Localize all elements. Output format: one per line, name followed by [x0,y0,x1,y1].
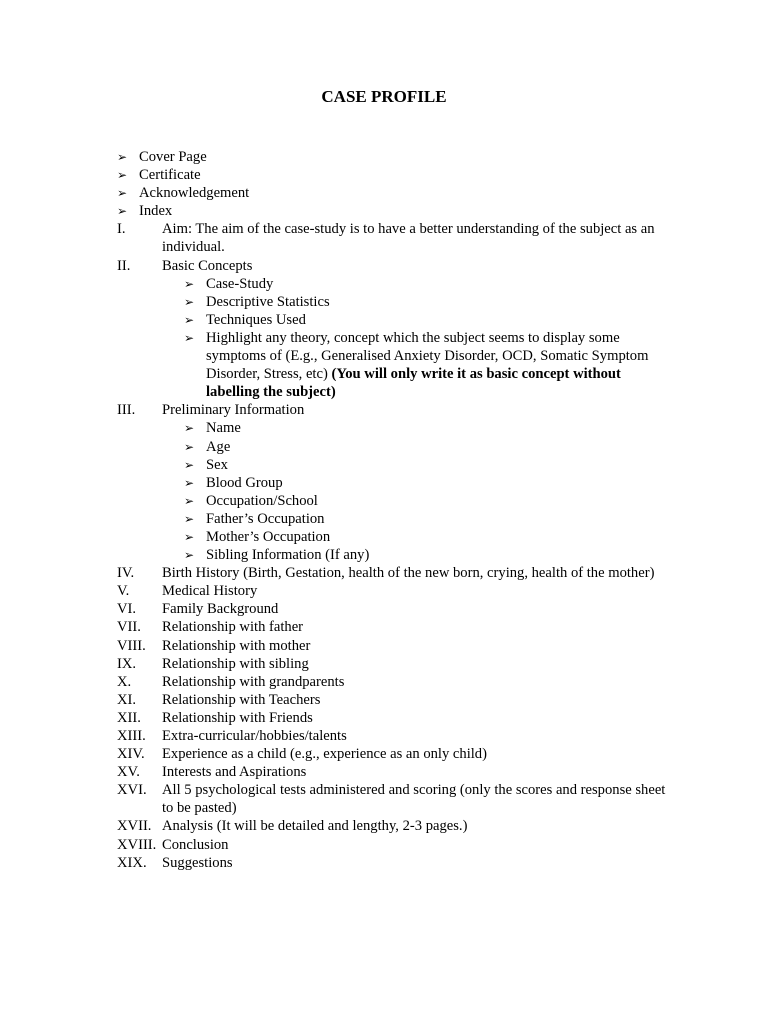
sublist-item: ➢ Age [184,438,231,455]
section-medical-history: V. Medical History [117,583,258,600]
section-relationship-friends: XII. Relationship with Friends [117,709,313,726]
arrow-bullet-icon: ➢ [117,150,128,164]
arrow-bullet-icon: ➢ [184,312,195,327]
section-relationship-sibling: IX. Relationship with sibling [117,655,309,672]
arrow-bullet-icon: ➢ [117,204,128,219]
arrow-bullet-icon: ➢ [117,168,128,183]
arrow-bullet-icon: ➢ [184,493,195,508]
arrow-bullet-icon: ➢ [184,457,195,472]
sublist-item: ➢ Descriptive Statistics [184,293,330,310]
sublist-item: ➢ Occupation/School [184,492,318,509]
page-title: CASE PROFILE [321,87,447,106]
sublist-item: ➢ Sex [184,456,228,473]
section-basic-concepts: II. Basic Concepts [117,257,253,274]
list-item-cover-page: ➢ Cover Page [117,149,207,165]
arrow-bullet-icon: ➢ [184,421,195,436]
list-item-acknowledgement: ➢ Acknowledgement [117,185,250,202]
preliminary-sublist [184,419,677,564]
sublist-item-highlight [184,329,677,401]
sublist-item: ➢ Mother’s Occupation [184,528,331,545]
section-birth-history: IV. Birth History (Birth, Gestation, health of the new born, crying, health of the mother) [117,565,655,582]
highlight-bold-note: (You will only write it as basic concept without labelling the subject) [206,366,621,401]
section-interests-aspirations: XV. Interests and Aspirations [117,764,307,781]
section-relationship-mother: VIII. Relationship with mother [117,637,311,654]
sublist-item: ➢ Case-Study [184,275,274,292]
section-conclusion: XVIII. Conclusion [117,836,229,853]
arrow-bullet-icon: ➢ [184,276,195,291]
section-relationship-father: VII. Relationship with father [117,619,304,636]
list-item-certificate: ➢ Certificate [117,167,201,184]
sublist-item: ➢ Sibling Information (If any) [184,547,370,564]
section-relationship-grandparents: X. Relationship with grandparents [117,673,345,690]
basic-concepts-sublist [184,275,677,402]
section-preliminary-information: III. Preliminary Information [117,402,305,419]
section-aim: I. Aim: The aim of the case-study is to have a better understanding of the subject as an individual. [117,221,655,256]
sublist-item: ➢ Father’s Occupation [184,510,325,527]
case-profile-list [117,148,677,872]
arrow-bullet-icon: ➢ [184,529,195,544]
sublist-item: ➢ Techniques Used [184,311,306,328]
arrow-bullet-icon: ➢ [184,548,195,563]
arrow-bullet-icon: ➢ [184,511,195,526]
section-relationship-teachers: XI. Relationship with Teachers [117,691,321,708]
highlight-text: Highlight any theory, concept which the subject seems to display some symptoms of (E.g., Generalised Anxiety Disorder, OCD, Somatic Symptom Disorder, Stress, etc) [206,329,649,383]
arrow-bullet-icon: ➢ [184,475,195,490]
sublist-item: ➢ Name [184,420,241,437]
section-extracurricular: XIII. Extra-curricular/hobbies/talents [117,728,347,744]
section-family-background: VI. Family Background [117,601,279,618]
arrow-bullet-icon: ➢ [184,439,195,454]
list-item-index: ➢ Index [117,203,173,220]
arrow-bullet-icon: ➢ [117,186,128,201]
section-childhood-experience: XIV. Experience as a child (e.g., experience as an only child) [117,746,487,763]
arrow-bullet-icon: ➢ [184,294,195,309]
arrow-bullet-icon: ➢ [184,330,195,345]
sublist-item: ➢ Blood Group [184,474,283,491]
section-analysis: XVII. Analysis (It will be detailed and lengthy, 2-3 pages.) [117,818,468,835]
section-suggestions: XIX. Suggestions [117,854,233,871]
section-psychological-tests: XVI. All 5 psychological tests administered and scoring (only the scores and response sheet to be pasted) [117,782,666,817]
